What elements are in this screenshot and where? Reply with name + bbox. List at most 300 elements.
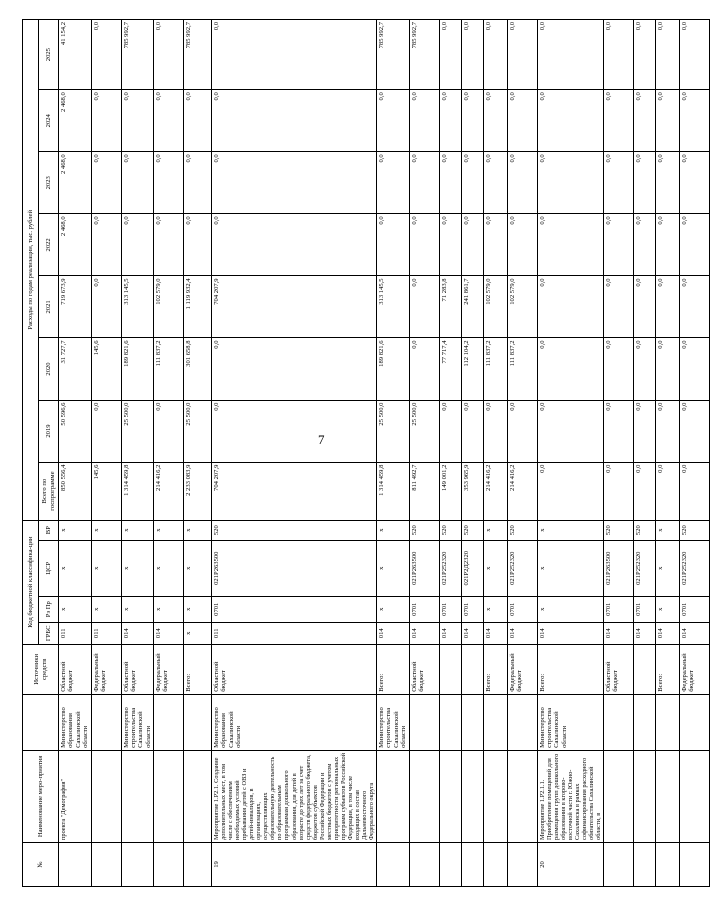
row-number xyxy=(604,842,634,886)
csr-code: x xyxy=(59,540,92,596)
year-value: 0,0 xyxy=(154,90,184,152)
year-value: 0,0 xyxy=(409,214,439,276)
total-value: 850 556,4 xyxy=(59,462,92,520)
csr-code: x xyxy=(121,540,154,596)
vr-code: x xyxy=(121,520,154,540)
table-row xyxy=(507,20,537,887)
row-number xyxy=(91,842,121,886)
funding-source: Всего: xyxy=(483,644,507,694)
year-value: 0,0 xyxy=(154,214,184,276)
executor xyxy=(154,694,184,750)
year-value: 0,0 xyxy=(121,90,154,152)
year-value: 0,0 xyxy=(212,214,377,276)
year-value: 0,0 xyxy=(634,276,656,338)
funding-source: Областной бюджет xyxy=(409,644,439,694)
csr-code: 021Р263500 xyxy=(604,540,634,596)
row-number xyxy=(483,842,507,886)
csr-code: 021Р252320 xyxy=(680,540,710,596)
rzpr-code: x xyxy=(656,596,680,622)
measure-name xyxy=(91,750,121,842)
year-value: 301 658,8 xyxy=(184,338,212,400)
executor xyxy=(656,694,680,750)
measure-name: проекта "Демография" xyxy=(59,750,92,842)
year-value: 0,0 xyxy=(461,214,483,276)
header-year: 2019 xyxy=(39,400,59,462)
executor: Министерство образования Сахалинской области xyxy=(212,694,377,750)
table-row xyxy=(483,20,507,887)
csr-code: x xyxy=(537,540,603,596)
year-value: 0,0 xyxy=(483,400,507,462)
year-value: 0,0 xyxy=(154,20,184,90)
year-value: 0,0 xyxy=(634,90,656,152)
year-value: 0,0 xyxy=(507,400,537,462)
year-value: 0,0 xyxy=(461,152,483,214)
grbs-code: 011 xyxy=(91,622,121,644)
year-value: 0,0 xyxy=(409,276,439,338)
rzpr-code: 0701 xyxy=(212,596,377,622)
row-number xyxy=(439,842,461,886)
year-value: 145,6 xyxy=(91,338,121,400)
year-value: 785 992,7 xyxy=(121,20,154,90)
year-value: 0,0 xyxy=(184,214,212,276)
year-value: 0,0 xyxy=(604,152,634,214)
rzpr-code: x xyxy=(91,596,121,622)
csr-code: x xyxy=(91,540,121,596)
vr-code: x xyxy=(656,520,680,540)
grbs-code: 014 xyxy=(439,622,461,644)
funding-source: Областной бюджет xyxy=(604,644,634,694)
grbs-code: 014 xyxy=(680,622,710,644)
grbs-code: 014 xyxy=(409,622,439,644)
year-value: 719 673,9 xyxy=(59,276,92,338)
year-value: 189 821,6 xyxy=(377,338,410,400)
funding-source: Всего: xyxy=(377,644,410,694)
table-row xyxy=(680,20,710,887)
measure-name xyxy=(461,750,483,842)
total-value: 2 233 083,9 xyxy=(184,462,212,520)
executor: Министерство строительства Сахалинской области xyxy=(121,694,154,750)
total-value: 0,0 xyxy=(680,462,710,520)
rzpr-code: x xyxy=(154,596,184,622)
year-value: 0,0 xyxy=(656,90,680,152)
rzpr-code: 0701 xyxy=(439,596,461,622)
year-value: 0,0 xyxy=(680,20,710,90)
executor xyxy=(634,694,656,750)
year-value: 0,0 xyxy=(91,400,121,462)
measure-name xyxy=(483,750,507,842)
year-value: 31 727,7 xyxy=(59,338,92,400)
executor xyxy=(461,694,483,750)
csr-code: x xyxy=(184,540,212,596)
year-value: 0,0 xyxy=(537,20,603,90)
year-value: 0,0 xyxy=(537,214,603,276)
table-row xyxy=(461,20,483,887)
table-row xyxy=(91,20,121,887)
total-value: 353 965,9 xyxy=(461,462,483,520)
year-value: 785 992,7 xyxy=(377,20,410,90)
csr-code: 021Р252320 xyxy=(439,540,461,596)
year-value: 111 837,2 xyxy=(507,338,537,400)
year-value: 0,0 xyxy=(604,90,634,152)
vr-code: 520 xyxy=(439,520,461,540)
vr-code: x xyxy=(91,520,121,540)
csr-code: x xyxy=(377,540,410,596)
grbs-code: 014 xyxy=(634,622,656,644)
executor xyxy=(680,694,710,750)
year-value: 71 283,8 xyxy=(439,276,461,338)
executor xyxy=(91,694,121,750)
year-value: 0,0 xyxy=(121,152,154,214)
total-value: 214 416,2 xyxy=(483,462,507,520)
year-value: 704 207,9 xyxy=(212,276,377,338)
grbs-code: 014 xyxy=(507,622,537,644)
total-value: 214 416,2 xyxy=(507,462,537,520)
vr-code: 520 xyxy=(604,520,634,540)
total-value: 0,0 xyxy=(634,462,656,520)
year-value: 0,0 xyxy=(461,90,483,152)
executor: Министерство образования Сахалинской области xyxy=(59,694,92,750)
measure-name xyxy=(634,750,656,842)
year-value: 0,0 xyxy=(121,214,154,276)
total-value: 1 314 459,8 xyxy=(377,462,410,520)
year-value: 25 500,0 xyxy=(184,400,212,462)
header-year: 2021 xyxy=(39,276,59,338)
total-value: 149 001,2 xyxy=(439,462,461,520)
measure-name xyxy=(439,750,461,842)
rzpr-code: x xyxy=(184,596,212,622)
header-year: 2025 xyxy=(39,20,59,90)
row-number xyxy=(377,842,410,886)
year-value: 0,0 xyxy=(377,90,410,152)
year-value: 785 992,7 xyxy=(184,20,212,90)
funding-source xyxy=(461,644,483,694)
year-value: 0,0 xyxy=(409,90,439,152)
grbs-code: 014 xyxy=(537,622,603,644)
measure-name xyxy=(409,750,439,842)
year-value: 0,0 xyxy=(537,400,603,462)
header-csr: ЦСР xyxy=(39,540,59,596)
year-value: 0,0 xyxy=(656,338,680,400)
year-value: 0,0 xyxy=(91,276,121,338)
rzpr-code: 0701 xyxy=(680,596,710,622)
year-value: 102 579,0 xyxy=(507,276,537,338)
funding-source: Всего: xyxy=(537,644,603,694)
year-value: 0,0 xyxy=(212,20,377,90)
rzpr-code: 0701 xyxy=(409,596,439,622)
rzpr-code: x xyxy=(59,596,92,622)
page-number: 7 xyxy=(318,432,325,447)
year-value: 0,0 xyxy=(154,152,184,214)
funding-source: Федеральный бюджет xyxy=(680,644,710,694)
year-value: 0,0 xyxy=(604,338,634,400)
vr-code: 520 xyxy=(507,520,537,540)
rzpr-code: 0701 xyxy=(634,596,656,622)
year-value: 0,0 xyxy=(604,400,634,462)
measure-name xyxy=(507,750,537,842)
year-value: 0,0 xyxy=(483,90,507,152)
year-value: 41 154,2 xyxy=(59,20,92,90)
grbs-code: 014 xyxy=(483,622,507,644)
total-value: 214 416,2 xyxy=(154,462,184,520)
year-value: 0,0 xyxy=(483,152,507,214)
year-value: 0,0 xyxy=(634,20,656,90)
table-row xyxy=(439,20,461,887)
year-value: 0,0 xyxy=(439,90,461,152)
row-number xyxy=(680,842,710,886)
year-value: 0,0 xyxy=(91,20,121,90)
year-value: 0,0 xyxy=(154,400,184,462)
year-value: 0,0 xyxy=(377,214,410,276)
year-value: 0,0 xyxy=(634,400,656,462)
table-row xyxy=(634,20,656,887)
header-num: № xyxy=(23,842,59,886)
year-value: 0,0 xyxy=(507,90,537,152)
year-value: 0,0 xyxy=(91,152,121,214)
vr-code: x xyxy=(184,520,212,540)
year-value: 0,0 xyxy=(439,20,461,90)
row-number: 19 xyxy=(212,842,377,886)
row-number xyxy=(59,842,92,886)
vr-code: x xyxy=(59,520,92,540)
table-row xyxy=(59,20,92,887)
vr-code: x xyxy=(537,520,603,540)
grbs-code: 014 xyxy=(154,622,184,644)
header-year: 2024 xyxy=(39,90,59,152)
year-value: 0,0 xyxy=(634,214,656,276)
row-number xyxy=(461,842,483,886)
table-row xyxy=(212,20,377,887)
measure-name xyxy=(656,750,680,842)
year-value: 25 500,0 xyxy=(377,400,410,462)
vr-code: x xyxy=(483,520,507,540)
rzpr-code: x xyxy=(537,596,603,622)
year-value: 0,0 xyxy=(409,152,439,214)
executor: Министерство строительства Сахалинской области xyxy=(377,694,410,750)
year-value: 0,0 xyxy=(656,400,680,462)
year-value: 2 468,0 xyxy=(59,90,92,152)
year-value: 0,0 xyxy=(377,152,410,214)
measure-name xyxy=(184,750,212,842)
row-number: 20 xyxy=(537,842,603,886)
year-value: 0,0 xyxy=(507,20,537,90)
table-row xyxy=(154,20,184,887)
rzpr-code: 0701 xyxy=(604,596,634,622)
grbs-code: 011 xyxy=(212,622,377,644)
year-value: 111 837,2 xyxy=(154,338,184,400)
year-value: 0,0 xyxy=(439,152,461,214)
vr-code: 520 xyxy=(409,520,439,540)
year-value: 112 104,2 xyxy=(461,338,483,400)
total-value: 0,0 xyxy=(656,462,680,520)
year-value: 0,0 xyxy=(680,214,710,276)
measure-name: Мероприятие 1.Р2.1. Создание дополнительных мест, в том числе с обеспечением необходимых условий пребывания детей с ОВЗ и детей-инвалидов, в организациях, осуществляющих образовательную деятельность по образовательным программам дошкольного образования, для детей в возрасте до трех лет за счет средств федерального бюджета, бюджетов субъектов Российской Федерации и местных бюджетов с учетом приоритетности региональных программ субъектов Российской Федерации, в том числе входящих в состав Дальневосточного Федерального округа xyxy=(212,750,377,842)
measure-name xyxy=(154,750,184,842)
year-value: 102 579,0 xyxy=(483,276,507,338)
year-value: 25 500,0 xyxy=(121,400,154,462)
year-value: 313 145,5 xyxy=(121,276,154,338)
funding-source: Областной бюджет xyxy=(121,644,154,694)
header-expenses: Расходы по годам реализации, тыс. рублей xyxy=(23,20,39,521)
grbs-code: 014 xyxy=(461,622,483,644)
csr-code: 021Р252320 xyxy=(634,540,656,596)
year-value: 2 468,0 xyxy=(59,152,92,214)
csr-code: 021Р252320 xyxy=(507,540,537,596)
funding-source: Федеральный бюджет xyxy=(154,644,184,694)
executor: Министерство строительства Сахалинской области xyxy=(537,694,603,750)
year-value: 0,0 xyxy=(439,400,461,462)
row-number xyxy=(507,842,537,886)
table-row xyxy=(409,20,439,887)
year-value: 241 861,7 xyxy=(461,276,483,338)
year-value: 102 579,0 xyxy=(154,276,184,338)
year-value: 25 500,0 xyxy=(409,400,439,462)
year-value: 0,0 xyxy=(604,276,634,338)
row-number xyxy=(184,842,212,886)
header-name: Наименование меро-приятия xyxy=(23,750,59,842)
vr-code: x xyxy=(154,520,184,540)
rzpr-code: x xyxy=(121,596,154,622)
header-year: 2022 xyxy=(39,214,59,276)
year-value: 0,0 xyxy=(537,338,603,400)
vr-code: 520 xyxy=(634,520,656,540)
grbs-code: x xyxy=(184,622,212,644)
funding-source: Областной бюджет xyxy=(59,644,92,694)
vr-code: x xyxy=(377,520,410,540)
year-value: 0,0 xyxy=(184,152,212,214)
csr-code: x xyxy=(656,540,680,596)
csr-code: x xyxy=(154,540,184,596)
year-value: 0,0 xyxy=(507,214,537,276)
table-row xyxy=(604,20,634,887)
year-value: 0,0 xyxy=(461,400,483,462)
year-value: 0,0 xyxy=(680,276,710,338)
header-total: Всего по госпрограмме xyxy=(39,462,59,520)
executor xyxy=(507,694,537,750)
year-value: 0,0 xyxy=(184,90,212,152)
year-value: 0,0 xyxy=(680,338,710,400)
header-budget-code: Код бюджетной классифика-ции xyxy=(23,520,39,644)
year-value: 2 468,0 xyxy=(59,214,92,276)
year-value: 0,0 xyxy=(537,152,603,214)
year-value: 0,0 xyxy=(537,90,603,152)
measure-name xyxy=(121,750,154,842)
total-value: 145,6 xyxy=(91,462,121,520)
rzpr-code: x xyxy=(483,596,507,622)
table-row xyxy=(377,20,410,887)
executor xyxy=(604,694,634,750)
year-value: 111 837,2 xyxy=(483,338,507,400)
row-number xyxy=(121,842,154,886)
csr-code: x xyxy=(483,540,507,596)
total-value: 0,0 xyxy=(604,462,634,520)
grbs-code: 014 xyxy=(604,622,634,644)
row-number xyxy=(409,842,439,886)
table-row xyxy=(184,20,212,887)
measure-name xyxy=(377,750,410,842)
funding-source: Федеральный бюджет xyxy=(91,644,121,694)
year-value: 0,0 xyxy=(656,152,680,214)
total-value: 704 207,9 xyxy=(212,462,377,520)
header-vr: ВР xyxy=(39,520,59,540)
funding-source: Областной бюджет xyxy=(212,644,377,694)
budget-table xyxy=(22,19,710,887)
executor xyxy=(439,694,461,750)
header-grbs: ГРБС xyxy=(39,622,59,644)
year-value: 0,0 xyxy=(604,214,634,276)
year-value: 0,0 xyxy=(439,214,461,276)
table-row xyxy=(656,20,680,887)
year-value: 0,0 xyxy=(656,214,680,276)
year-value: 0,0 xyxy=(656,276,680,338)
year-value: 0,0 xyxy=(483,20,507,90)
measure-name xyxy=(680,750,710,842)
year-value: 0,0 xyxy=(604,20,634,90)
total-value: 1 314 459,8 xyxy=(121,462,154,520)
vr-code: 520 xyxy=(212,520,377,540)
header-source: Источники средств xyxy=(23,644,59,694)
year-value: 0,0 xyxy=(91,214,121,276)
year-value: 785 992,7 xyxy=(409,20,439,90)
executor xyxy=(184,694,212,750)
year-value: 0,0 xyxy=(680,152,710,214)
csr-code: 021Р263500 xyxy=(212,540,377,596)
year-value: 0,0 xyxy=(507,152,537,214)
header-year: 2020 xyxy=(39,338,59,400)
csr-code: 021Р263500 xyxy=(409,540,439,596)
rzpr-code: x xyxy=(377,596,410,622)
row-number xyxy=(154,842,184,886)
year-value: 0,0 xyxy=(212,90,377,152)
grbs-code: 011 xyxy=(59,622,92,644)
table-row xyxy=(537,20,603,887)
row-number xyxy=(634,842,656,886)
year-value: 0,0 xyxy=(537,276,603,338)
funding-source xyxy=(634,644,656,694)
header-year: 2023 xyxy=(39,152,59,214)
funding-source xyxy=(439,644,461,694)
row-number xyxy=(656,842,680,886)
total-value: 811 492,7 xyxy=(409,462,439,520)
measure-name xyxy=(604,750,634,842)
year-value: 0,0 xyxy=(212,338,377,400)
year-value: 0,0 xyxy=(656,20,680,90)
grbs-code: 014 xyxy=(121,622,154,644)
vr-code: 520 xyxy=(680,520,710,540)
executor xyxy=(483,694,507,750)
rzpr-code: 0701 xyxy=(507,596,537,622)
total-value: 0,0 xyxy=(537,462,603,520)
funding-source: Федеральный бюджет xyxy=(507,644,537,694)
year-value: 0,0 xyxy=(634,338,656,400)
year-value: 0,0 xyxy=(91,90,121,152)
year-value: 77 717,4 xyxy=(439,338,461,400)
header-rzpr: Рз Пр xyxy=(39,596,59,622)
funding-source: Всего: xyxy=(656,644,680,694)
rzpr-code: 0701 xyxy=(461,596,483,622)
year-value: 189 821,6 xyxy=(121,338,154,400)
measure-name: Мероприятие 1.Р2.1.1. Приобретение помещений для размещения групп дошкольного образования в кгорово-восточной части г. Южно-Сахалинска в рамках софинансирования расходного обязательства Сахалинской области, в xyxy=(537,750,603,842)
grbs-code: 014 xyxy=(377,622,410,644)
year-value: 0,0 xyxy=(212,400,377,462)
year-value: 0,0 xyxy=(680,400,710,462)
table-row xyxy=(121,20,154,887)
year-value: 0,0 xyxy=(483,214,507,276)
header-executor xyxy=(23,694,59,750)
year-value: 0,0 xyxy=(634,152,656,214)
year-value: 1 119 932,4 xyxy=(184,276,212,338)
year-value: 0,0 xyxy=(461,20,483,90)
year-value: 0,0 xyxy=(680,90,710,152)
